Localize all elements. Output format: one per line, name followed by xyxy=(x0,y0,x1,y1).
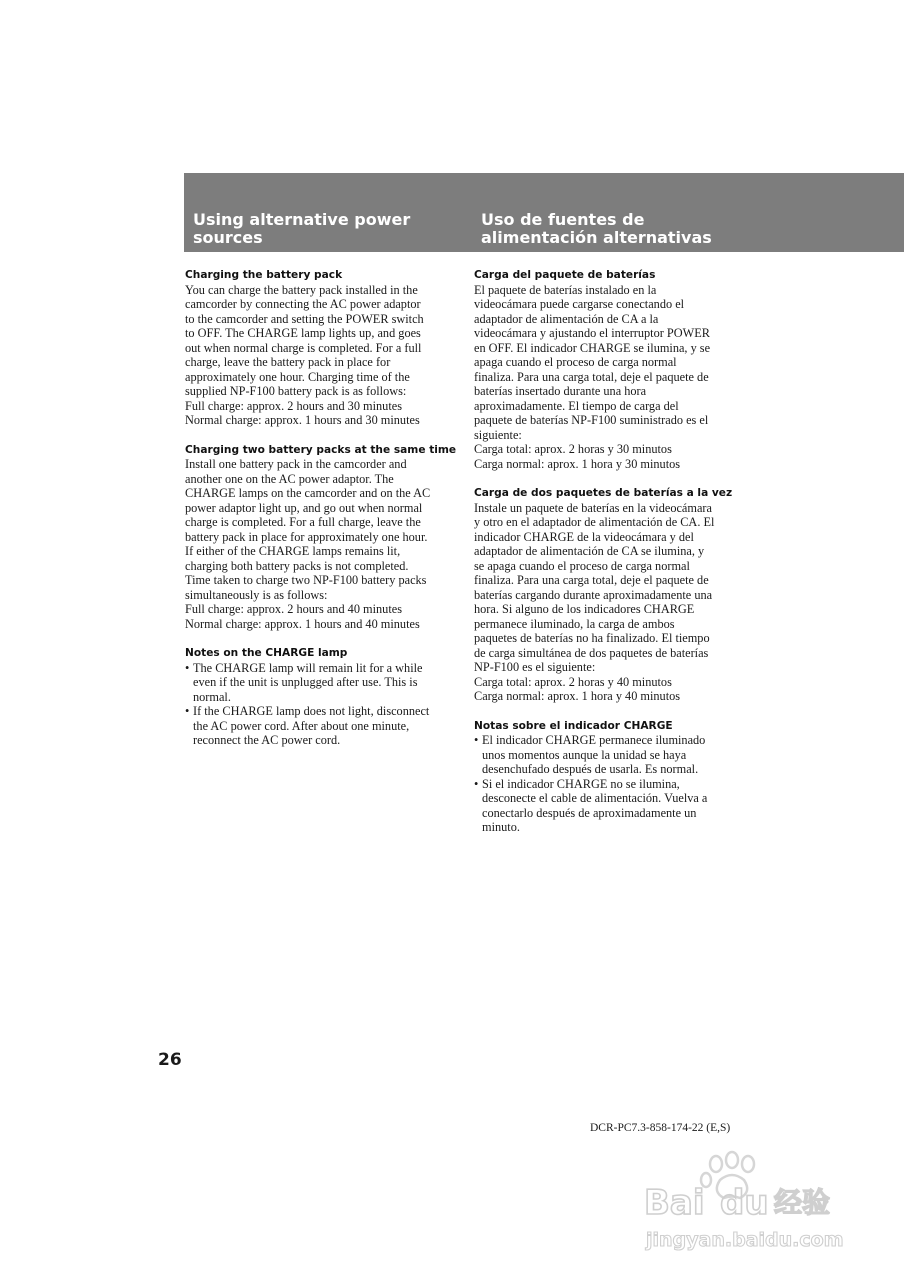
text-line: permanece iluminado, la carga de ambos xyxy=(474,616,675,631)
banner-title-english: Using alternative power sources xyxy=(193,210,411,247)
text-line: en OFF. El indicador CHARGE se ilumina, y se xyxy=(474,340,711,355)
text-line: Carga normal: aprox. 1 hora y 40 minutos xyxy=(474,689,681,703)
section-body xyxy=(474,283,746,472)
text-line: Time taken to charge two NP-F100 battery packs xyxy=(185,573,427,587)
bullet-icon: • xyxy=(474,776,479,791)
note-item xyxy=(474,733,746,777)
text-line: paquetes de baterías no ha finalizado. El tiempo xyxy=(474,631,710,645)
text-line: Normal charge: approx. 1 hours and 30 minutes xyxy=(185,413,420,427)
text-line: finaliza. Para una carga total, deje el paquete de xyxy=(474,369,709,384)
banner-title-spanish: Uso de fuentes de alimentación alternativas xyxy=(481,210,712,247)
text-line: adaptador de alimentación de CA se ilumina, y xyxy=(474,544,705,558)
text-line: battery pack in place for approximately one hour. xyxy=(185,529,428,544)
text-line: Carga total: aprox. 2 horas y 30 minutos xyxy=(474,442,672,456)
section-carga-dos-paquetes xyxy=(474,486,746,704)
section-heading: Carga de dos paquetes de baterías a la vez xyxy=(474,487,733,499)
text-line: Normal charge: approx. 1 hours and 40 minutes xyxy=(185,616,420,631)
section-charging-battery-pack xyxy=(185,268,460,428)
watermark-brand-cn: 经验 xyxy=(774,1186,831,1219)
text-line: approximately one hour. Charging time of the xyxy=(185,369,410,384)
text-line: normal. xyxy=(193,689,231,704)
text-line: baterías cargando durante aproximadamente una xyxy=(474,587,713,602)
watermark-url: jingyan.baidu.com xyxy=(646,1229,844,1251)
note-item xyxy=(185,661,460,705)
text-line: another one on the AC power adaptor. The xyxy=(185,471,394,486)
text-line: charging both battery packs is not completed. xyxy=(185,558,409,573)
bullet-icon: • xyxy=(185,660,190,675)
text-line: paquete de baterías NP-F100 suministrado es el xyxy=(474,413,709,427)
section-banner xyxy=(184,173,904,252)
text-line: desconecte el cable de alimentación. Vuelva a xyxy=(482,791,708,805)
bullet-icon: • xyxy=(474,733,479,747)
section-heading: Charging the battery pack xyxy=(185,269,343,281)
english-column xyxy=(185,268,460,763)
section-carga-paquete xyxy=(474,268,746,471)
text-line: to the camcorder and setting the POWER switch xyxy=(185,311,424,326)
text-line: out when normal charge is completed. For a full xyxy=(185,340,422,355)
text-line: se apaga cuando el proceso de carga normal xyxy=(474,558,690,573)
text-line: You can charge the battery pack installed in the xyxy=(185,282,418,297)
text-line: simultaneously is as follows: xyxy=(185,587,328,602)
text-line: unos momentos aunque la unidad se haya xyxy=(482,747,687,762)
text-line: Full charge: approx. 2 hours and 40 minutes xyxy=(185,602,402,616)
baidu-watermark xyxy=(640,1150,850,1270)
text-line: The CHARGE lamp will remain lit for a while xyxy=(193,660,423,675)
text-line: even if the unit is unplugged after use. This is xyxy=(193,675,418,689)
section-notas-indicador xyxy=(474,719,746,835)
text-line: aproximadamente. El tiempo de carga del xyxy=(474,398,679,413)
notes-list xyxy=(185,661,460,748)
text-line: reconnect the AC power cord. xyxy=(193,733,341,747)
text-line: minuto. xyxy=(482,820,520,834)
text-line: charge is completed. For a full charge, leave the xyxy=(185,515,421,529)
section-heading: Notes on the CHARGE lamp xyxy=(185,647,348,659)
text-line: adaptador de alimentación de CA a la xyxy=(474,311,659,326)
text-line: desenchufado después de usarla. Es normal. xyxy=(482,762,699,776)
text-line: Carga normal: aprox. 1 hora y 30 minutos xyxy=(474,456,681,471)
text-line: camcorder by connecting the AC power adaptor xyxy=(185,297,421,311)
text-line: hora. Si alguno de los indicadores CHARGE xyxy=(474,602,695,616)
text-line: de carga simultánea de dos paquetes de baterías xyxy=(474,645,709,660)
text-line: El paquete de baterías instalado en la xyxy=(474,282,657,297)
section-body xyxy=(185,283,460,428)
note-item xyxy=(185,704,460,748)
text-line: power adaptor light up, and go out when normal xyxy=(185,500,423,515)
text-line: Si el indicador CHARGE no se ilumina, xyxy=(482,776,680,791)
note-item xyxy=(474,777,746,835)
spanish-column xyxy=(474,268,746,850)
text-line: NP-F100 es el siguiente: xyxy=(474,660,596,674)
text-line: conectarlo después de aproximadamente un xyxy=(482,805,697,820)
text-line: CHARGE lamps on the camcorder and on the AC xyxy=(185,486,431,500)
notes-list xyxy=(474,733,746,835)
text-line: If the CHARGE lamp does not light, disconnect xyxy=(193,704,430,718)
text-line: If either of the CHARGE lamps remains lit, xyxy=(185,544,401,558)
section-heading: Carga del paquete de baterías xyxy=(474,269,656,281)
text-line: y otro en el adaptador de alimentación de CA. El xyxy=(474,515,715,529)
section-notes-charge-lamp xyxy=(185,646,460,748)
text-line: apaga cuando el proceso de carga normal xyxy=(474,355,677,369)
section-body xyxy=(474,501,746,704)
watermark-brand-b: du xyxy=(720,1183,769,1223)
text-line: Install one battery pack in the camcorder and xyxy=(185,457,407,471)
section-heading: Charging two battery packs at the same time xyxy=(185,443,457,456)
text-line: videocámara puede cargarse conectando el xyxy=(474,297,685,311)
text-line: to OFF. The CHARGE lamp lights up, and goes xyxy=(185,326,421,340)
section-heading: Notas sobre el indicador CHARGE xyxy=(474,719,673,732)
document-code: DCR-PC7.3-858-174-22 (E,S) xyxy=(590,1122,731,1134)
section-body xyxy=(185,457,460,631)
text-line: baterías insertado durante una hora xyxy=(474,384,647,398)
section-charging-two-packs xyxy=(185,443,460,632)
text-line: indicador CHARGE de la videocámara y del xyxy=(474,529,694,544)
text-line: the AC power cord. After about one minute, xyxy=(193,718,410,733)
text-line: El indicador CHARGE permanece iluminado xyxy=(482,733,706,747)
text-line: videocámara y ajustando el interruptor POWER xyxy=(474,326,710,340)
text-line: finaliza. Para una carga total, deje el paquete de xyxy=(474,573,709,587)
watermark-brand-a: Bai xyxy=(644,1183,705,1223)
page-number: 26 xyxy=(158,1050,182,1070)
text-line: Carga total: aprox. 2 horas y 40 minutos xyxy=(474,674,672,689)
text-line: charge, leave the battery pack in place for xyxy=(185,355,391,369)
text-line: siguiente: xyxy=(474,427,522,442)
text-line: supplied NP-F100 battery pack is as follows: xyxy=(185,384,407,398)
text-line: Full charge: approx. 2 hours and 30 minutes xyxy=(185,398,402,413)
bullet-icon: • xyxy=(185,704,190,718)
text-line: Instale un paquete de baterías en la videocámara xyxy=(474,500,712,515)
